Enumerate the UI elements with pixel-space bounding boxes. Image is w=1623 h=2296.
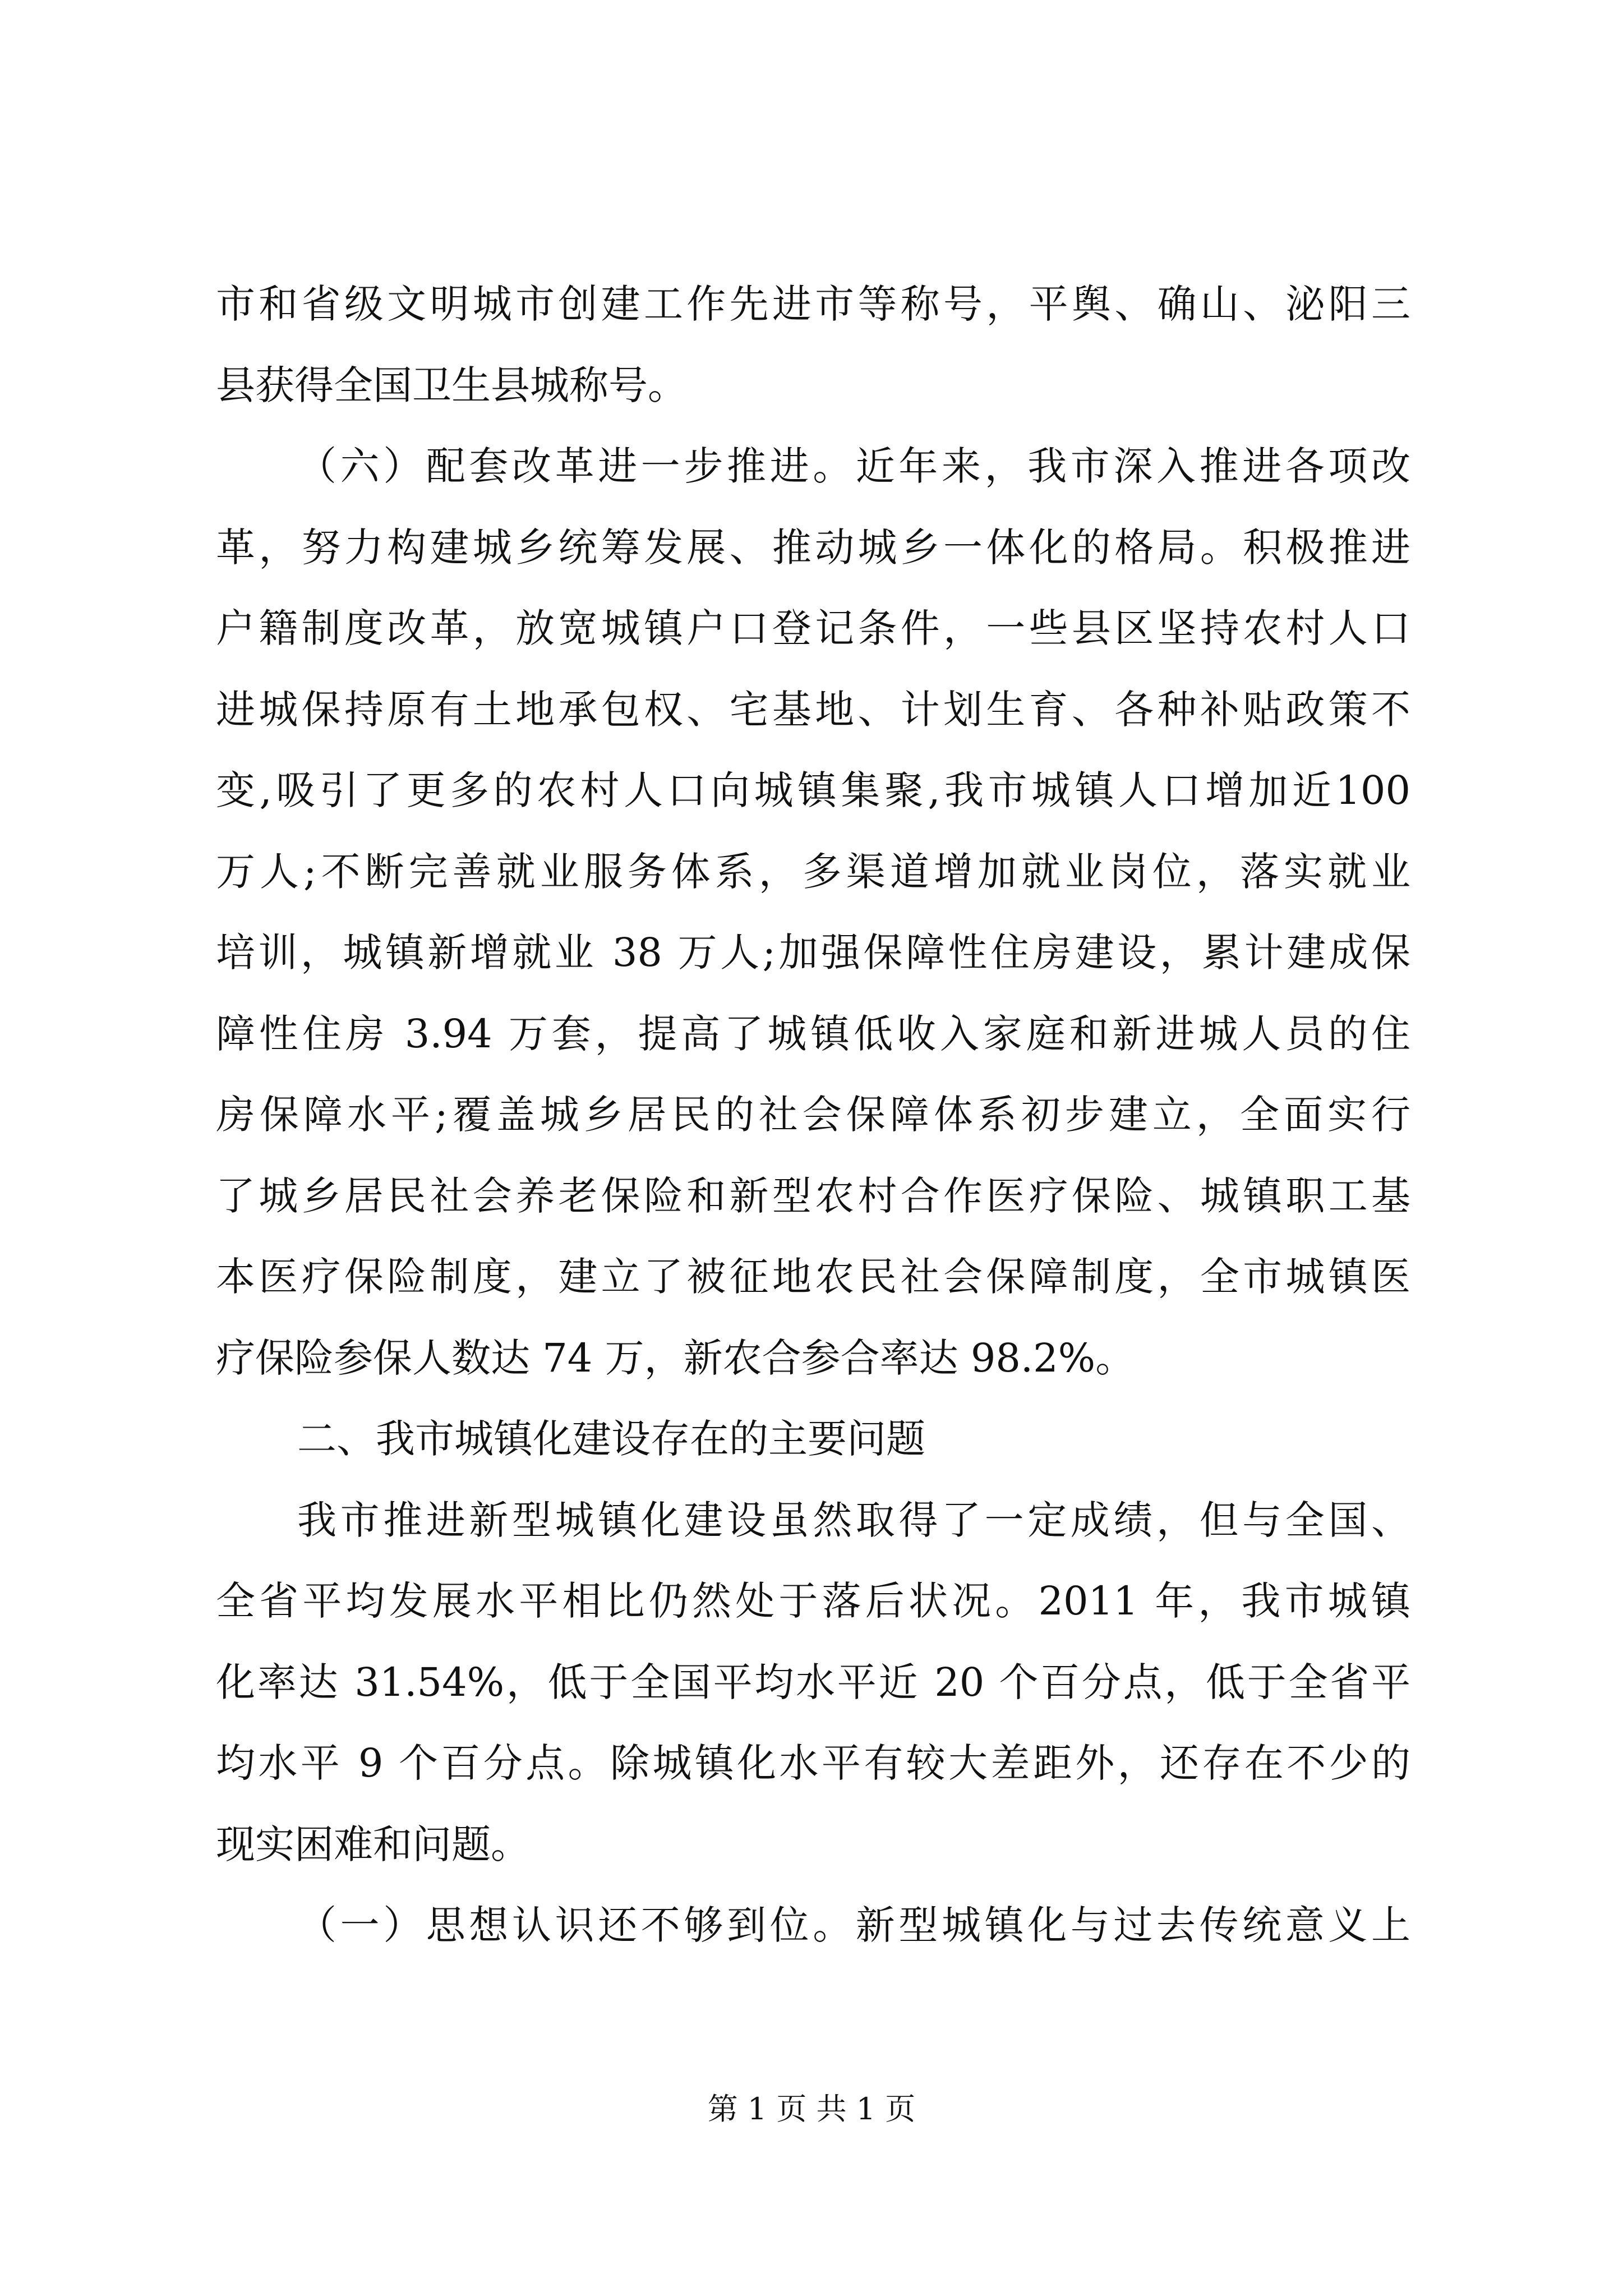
text-line: 了城乡居民社会养老保险和新型农村合作医疗保险、城镇职工基 — [216, 1172, 1410, 1219]
text-line: 障性住房 3.94 万套，提高了城镇低收入家庭和新进城人员的住 — [216, 1010, 1410, 1057]
text-line: 培训，城镇新增就业 38 万人;加强保障性住房建设，累计建成保 — [216, 930, 1410, 976]
text-line: 万人;不断完善就业服务体系，多渠道增加就业岗位，落实就业 — [216, 848, 1410, 895]
section-heading-line: （六）配套改革进一步推进。近年来，我市深入推进各项改 — [297, 443, 1410, 489]
text-line: 疗保险参保人数达 74 万，新农合参合率达 98.2%。 — [216, 1335, 1135, 1381]
text-line: 市和省级文明城市创建工作先进市等称号，平舆、确山、泌阳三 — [216, 281, 1410, 327]
section-heading: 二、我市城镇化建设存在的主要问题 — [297, 1416, 925, 1462]
text-line: 均水平 9 个百分点。除城镇化水平有较大差距外，还存在不少的 — [216, 1740, 1410, 1786]
text-line: 全省平均发展水平相比仍然处于落后状况。2011 年，我市城镇 — [216, 1578, 1410, 1624]
page-footer: 第 1 页 共 1 页 — [707, 2091, 916, 2127]
text-line: 县获得全国卫生县城称号。 — [216, 362, 687, 408]
text-line: 房保障水平;覆盖城乡居民的社会保障体系初步建立，全面实行 — [216, 1092, 1410, 1138]
text-line: 进城保持原有土地承包权、宅基地、计划生育、各种补贴政策不 — [216, 686, 1410, 733]
text-line: 本医疗保险制度，建立了被征地农民社会保障制度，全市城镇医 — [216, 1254, 1410, 1300]
text-line: 户籍制度改革，放宽城镇户口登记条件，一些县区坚持农村人口 — [216, 605, 1410, 651]
section-heading-line: （一）思想认识还不够到位。新型城镇化与过去传统意义上 — [297, 1902, 1410, 1948]
paragraph-start-line: 我市推进新型城镇化建设虽然取得了一定成绩，但与全国、 — [297, 1497, 1410, 1543]
text-line: 化率达 31.54%，低于全国平均水平近 20 个百分点，低于全省平 — [216, 1659, 1410, 1705]
text-line: 变,吸引了更多的农村人口向城镇集聚,我市城镇人口增加近100 — [216, 767, 1410, 813]
text-line: 革，努力构建城乡统筹发展、推动城乡一体化的格局。积极推进 — [216, 524, 1410, 570]
text-line: 现实困难和问题。 — [216, 1821, 530, 1867]
body-text — [216, 264, 1410, 1966]
